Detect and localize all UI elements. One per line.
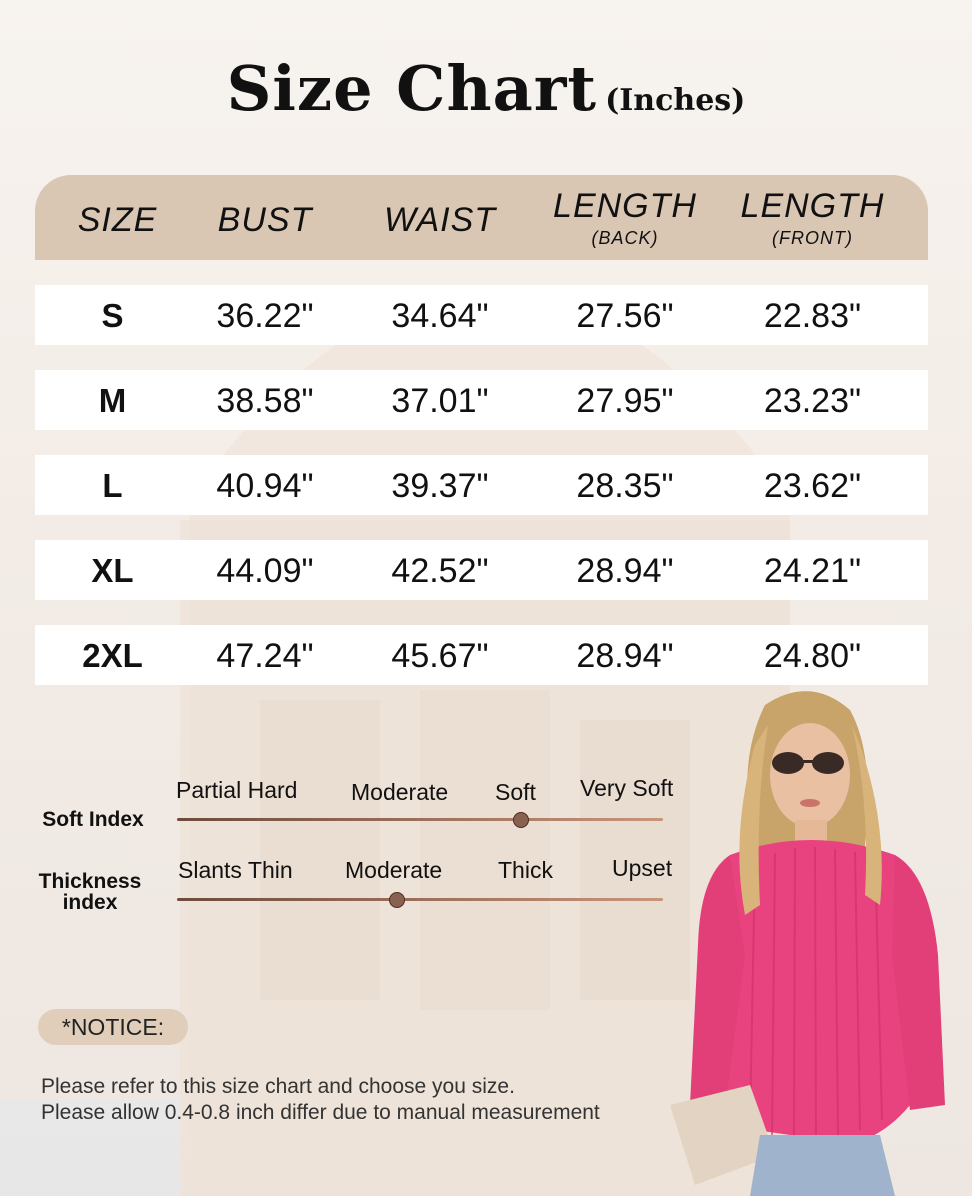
table-row xyxy=(35,370,928,430)
cell-size: S xyxy=(101,297,124,334)
cell-waist: 34.64" xyxy=(391,297,489,335)
thickness-label: Moderate xyxy=(345,857,443,883)
cell-length-front: 24.80" xyxy=(763,637,862,675)
header-length-back: LENGTH (BACK) xyxy=(553,187,697,248)
cell-size: L xyxy=(102,467,123,504)
thickness-index-marker xyxy=(389,892,405,908)
cell-bust: 38.58" xyxy=(216,382,314,420)
cell-length-front: 22.83" xyxy=(763,297,862,335)
cell-length-back: 28.35" xyxy=(576,467,674,505)
header-bust: BUST xyxy=(217,201,313,239)
cell-length-back: 28.94" xyxy=(576,552,674,590)
cell-size: M xyxy=(98,382,127,419)
thickness-label: Slants Thin xyxy=(178,857,293,883)
thickness-label: Upset xyxy=(612,855,673,881)
notice-line-1: Please refer to this size chart and choose you size. xyxy=(41,1075,515,1098)
soft-index-bar xyxy=(177,818,663,821)
title-text: Size Chart xyxy=(226,52,598,125)
header-size: SIZE xyxy=(77,201,158,239)
cell-size: XL xyxy=(91,552,134,589)
thickness-index-name: Thickness index xyxy=(38,870,142,914)
table-header xyxy=(35,175,928,260)
cell-waist: 45.67" xyxy=(391,637,489,675)
thickness-label: Thick xyxy=(498,857,553,883)
cell-size: 2XL xyxy=(82,637,143,674)
soft-label: Very Soft xyxy=(580,775,674,801)
cell-waist: 39.37" xyxy=(391,467,489,505)
table-row xyxy=(35,625,928,685)
table-row xyxy=(35,285,928,345)
title-unit: (Inches) xyxy=(605,83,746,118)
cell-waist: 37.01" xyxy=(391,382,489,420)
model-photo xyxy=(660,685,972,1196)
cell-length-back: 28.94" xyxy=(576,637,674,675)
cell-length-front: 23.62" xyxy=(763,467,862,505)
cell-bust: 40.94" xyxy=(216,467,314,505)
header-length-front: LENGTH (FRONT) xyxy=(740,187,885,248)
soft-index-name: Soft Index xyxy=(42,808,144,831)
cell-length-front: 23.23" xyxy=(763,382,862,420)
page-title xyxy=(0,52,972,125)
soft-index-marker xyxy=(513,812,529,828)
table-row xyxy=(35,540,928,600)
cell-bust: 36.22" xyxy=(216,297,314,335)
cell-waist: 42.52" xyxy=(391,552,489,590)
soft-label: Moderate xyxy=(351,779,449,805)
notice-badge: *NOTICE: xyxy=(38,1009,188,1045)
soft-label: Soft xyxy=(495,779,536,805)
thickness-index-bar xyxy=(177,898,663,901)
notice-line-2: Please allow 0.4-0.8 inch differ due to manual measurement xyxy=(41,1101,600,1124)
table-row xyxy=(35,455,928,515)
cell-bust: 47.24" xyxy=(216,637,314,675)
cell-length-back: 27.95" xyxy=(576,382,674,420)
cell-length-front: 24.21" xyxy=(763,552,862,590)
soft-label: Partial Hard xyxy=(176,777,298,803)
cell-length-back: 27.56" xyxy=(576,297,674,335)
header-waist: WAIST xyxy=(383,201,497,239)
size-table xyxy=(35,175,928,675)
cell-bust: 44.09" xyxy=(216,552,314,590)
